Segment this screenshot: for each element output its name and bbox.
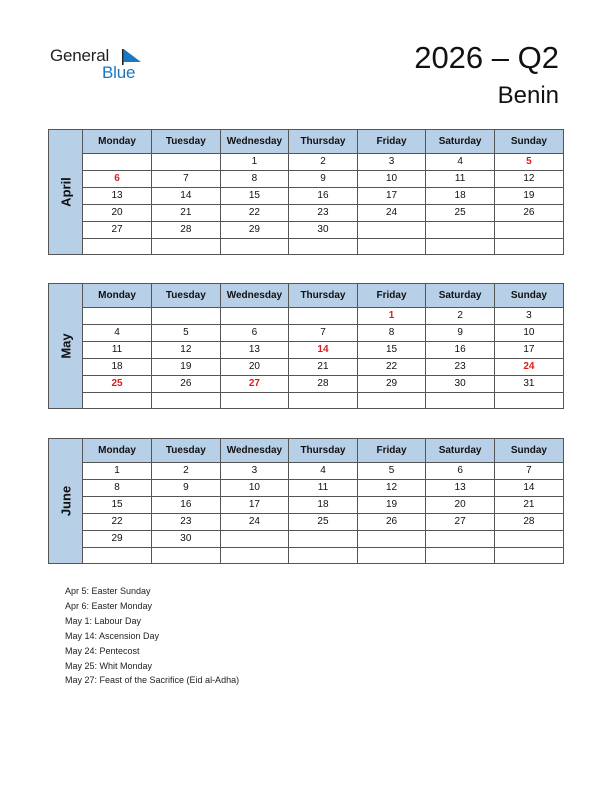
day-cell: 5	[494, 153, 563, 170]
month-grid	[83, 439, 563, 563]
week-row	[83, 358, 563, 375]
day-cell: 24	[220, 513, 289, 530]
month-name: May	[58, 333, 73, 359]
day-cell: 25	[426, 204, 495, 221]
day-cell: 5	[152, 324, 221, 341]
week-row	[83, 513, 563, 530]
week-row	[83, 238, 563, 255]
country-title: Benin	[497, 82, 559, 109]
day-cell: 12	[152, 341, 221, 358]
weekday-header: Sunday	[494, 439, 563, 462]
week-row	[83, 547, 563, 564]
day-cell: 9	[152, 479, 221, 496]
weekday-header: Monday	[83, 130, 152, 153]
day-cell: 15	[357, 341, 426, 358]
month-calendar-april	[48, 129, 564, 255]
day-cell: 10	[357, 170, 426, 187]
day-cell: 22	[220, 204, 289, 221]
holiday-note: May 24: Pentecost	[65, 645, 140, 656]
day-cell: 11	[426, 170, 495, 187]
day-cell: 31	[494, 375, 563, 392]
calendar-table	[83, 284, 563, 409]
empty-day-cell	[357, 221, 426, 238]
day-cell: 29	[357, 375, 426, 392]
weekday-header: Monday	[83, 284, 152, 307]
day-cell: 17	[357, 187, 426, 204]
day-cell: 11	[83, 341, 152, 358]
weekday-header: Wednesday	[220, 439, 289, 462]
day-cell: 1	[114, 465, 120, 476]
day-cell: 9	[289, 170, 358, 187]
day-cell: 14	[494, 479, 563, 496]
day-cell: 8	[83, 479, 152, 496]
day-cell: 18	[289, 496, 358, 513]
day-cell: 4	[426, 153, 495, 170]
empty-day-cell	[357, 530, 426, 547]
week-row	[83, 204, 563, 221]
weekday-header: Tuesday	[152, 130, 221, 153]
day-cell: 3	[357, 153, 426, 170]
empty-day-cell	[289, 392, 358, 409]
week-row	[83, 324, 563, 341]
day-cell: 10	[494, 324, 563, 341]
empty-day-cell	[152, 153, 221, 170]
empty-day-cell	[220, 547, 289, 564]
week-row	[83, 462, 563, 479]
day-cell: 26	[357, 513, 426, 530]
week-row	[83, 530, 563, 547]
day-cell: 18	[426, 187, 495, 204]
empty-day-cell	[83, 153, 152, 170]
day-cell: 29	[220, 221, 289, 238]
day-cell: 7	[494, 462, 563, 479]
day-cell: 25	[289, 513, 358, 530]
month-calendar-june	[48, 438, 564, 564]
day-cell: 8	[357, 324, 426, 341]
month-label-panel	[49, 439, 83, 563]
day-cell: 21	[152, 204, 221, 221]
holiday-note: May 25: Whit Monday	[65, 660, 153, 671]
calendar-table	[83, 439, 563, 564]
day-cell: 21	[289, 358, 358, 375]
weekday-header: Friday	[357, 439, 426, 462]
empty-day-cell	[289, 530, 358, 547]
weekday-header: Tuesday	[152, 439, 221, 462]
empty-day-cell	[426, 530, 495, 547]
day-cell: 19	[152, 358, 221, 375]
week-row	[83, 221, 563, 238]
calendar-table	[83, 130, 563, 255]
week-row	[83, 341, 563, 358]
day-cell: 12	[357, 479, 426, 496]
day-cell: 30	[152, 530, 221, 547]
weekday-header-row	[83, 439, 563, 462]
empty-day-cell	[220, 238, 289, 255]
day-cell: 21	[494, 496, 563, 513]
day-cell: 23	[289, 204, 358, 221]
logo-word-blue: Blue	[102, 63, 136, 82]
day-cell: 7	[152, 170, 221, 187]
weekday-header: Saturday	[426, 439, 495, 462]
weekday-header-row	[83, 130, 563, 153]
logo-word-general: General	[50, 46, 110, 65]
day-cell: 5	[357, 462, 426, 479]
empty-day-cell	[152, 307, 221, 324]
page-title: 2026 – Q2	[414, 40, 559, 75]
empty-day-cell	[83, 547, 152, 564]
weekday-header: Monday	[83, 439, 152, 462]
day-cell: 6	[220, 324, 289, 341]
day-cell: 14	[289, 341, 358, 358]
month-grid	[83, 284, 563, 408]
day-cell: 14	[152, 187, 221, 204]
empty-day-cell	[426, 221, 495, 238]
empty-day-cell	[426, 547, 495, 564]
day-cell: 8	[220, 170, 289, 187]
month-label-panel	[49, 284, 83, 408]
empty-day-cell	[83, 307, 152, 324]
day-cell: 20	[426, 496, 495, 513]
day-cell: 16	[289, 187, 358, 204]
weekday-header: Wednesday	[220, 130, 289, 153]
empty-day-cell	[152, 238, 221, 255]
day-cell: 17	[220, 496, 289, 513]
month-calendar-may	[48, 283, 564, 409]
empty-day-cell	[152, 392, 221, 409]
holiday-note: May 27: Feast of the Sacrifice (Eid al-Adha)	[65, 675, 240, 686]
day-cell: 29	[83, 530, 152, 547]
empty-day-cell	[494, 221, 563, 238]
day-cell: 10	[220, 479, 289, 496]
day-cell: 22	[357, 358, 426, 375]
day-cell: 19	[494, 187, 563, 204]
day-cell: 23	[426, 358, 495, 375]
day-cell: 12	[494, 170, 563, 187]
day-cell: 17	[494, 341, 563, 358]
day-cell: 18	[83, 358, 152, 375]
day-cell: 20	[220, 358, 289, 375]
day-cell: 13	[83, 187, 152, 204]
week-row	[83, 392, 563, 409]
day-cell: 1	[357, 307, 426, 324]
week-row	[83, 153, 563, 170]
empty-day-cell	[220, 392, 289, 409]
weekday-header: Thursday	[289, 439, 358, 462]
weekday-header: Friday	[357, 284, 426, 307]
day-cell: 28	[152, 221, 221, 238]
weekday-header: Tuesday	[152, 284, 221, 307]
day-cell: 28	[494, 513, 563, 530]
weekday-header: Sunday	[494, 130, 563, 153]
empty-day-cell	[289, 238, 358, 255]
day-cell: 16	[152, 496, 221, 513]
weekday-header-row	[83, 284, 563, 307]
day-cell: 27	[220, 375, 289, 392]
empty-day-cell	[152, 547, 221, 564]
weekday-header: Thursday	[289, 284, 358, 307]
empty-day-cell	[426, 392, 495, 409]
weekday-header: Sunday	[494, 284, 563, 307]
empty-day-cell	[220, 307, 289, 324]
week-row	[83, 307, 563, 324]
day-cell: 3	[494, 307, 563, 324]
day-cell: 30	[289, 221, 358, 238]
week-row	[83, 375, 563, 392]
day-cell: 26	[494, 204, 563, 221]
empty-day-cell	[494, 547, 563, 564]
weekday-header: Friday	[357, 130, 426, 153]
holiday-note: May 14: Ascension Day	[65, 630, 160, 641]
day-cell: 24	[357, 204, 426, 221]
holiday-note: Apr 6: Easter Monday	[65, 600, 153, 611]
month-grid	[83, 130, 563, 254]
empty-day-cell	[494, 530, 563, 547]
day-cell: 7	[289, 324, 358, 341]
week-row	[83, 496, 563, 513]
empty-day-cell	[426, 238, 495, 255]
day-cell: 19	[357, 496, 426, 513]
day-cell: 30	[426, 375, 495, 392]
empty-day-cell	[289, 547, 358, 564]
holiday-note: May 1: Labour Day	[65, 615, 142, 626]
weekday-header: Thursday	[289, 130, 358, 153]
day-cell: 13	[426, 479, 495, 496]
day-cell: 28	[289, 375, 358, 392]
month-name: April	[58, 177, 73, 207]
empty-day-cell	[494, 238, 563, 255]
day-cell: 6	[83, 170, 152, 187]
holiday-notes	[65, 584, 239, 688]
empty-day-cell	[357, 238, 426, 255]
day-cell: 13	[220, 341, 289, 358]
empty-day-cell	[83, 238, 152, 255]
weekday-header: Saturday	[426, 284, 495, 307]
empty-day-cell	[494, 392, 563, 409]
empty-day-cell	[357, 547, 426, 564]
empty-day-cell	[220, 530, 289, 547]
day-cell: 11	[289, 479, 358, 496]
day-cell: 24	[494, 358, 563, 375]
empty-day-cell	[83, 392, 152, 409]
holiday-note: Apr 5: Easter Sunday	[65, 586, 151, 596]
day-cell: 15	[83, 496, 152, 513]
day-cell: 6	[426, 462, 495, 479]
weekday-header: Saturday	[426, 130, 495, 153]
day-cell: 3	[220, 462, 289, 479]
weekday-header: Wednesday	[220, 284, 289, 307]
month-label-panel	[49, 130, 83, 254]
day-cell: 20	[83, 204, 152, 221]
day-cell: 22	[83, 513, 152, 530]
day-cell: 27	[83, 221, 152, 238]
day-cell: 2	[426, 307, 495, 324]
day-cell: 25	[83, 375, 152, 392]
day-cell: 16	[426, 341, 495, 358]
week-row	[83, 479, 563, 496]
day-cell: 4	[83, 324, 152, 341]
month-name: June	[58, 485, 73, 517]
day-cell: 4	[289, 462, 358, 479]
empty-day-cell	[289, 307, 358, 324]
week-row	[83, 170, 563, 187]
day-cell: 15	[220, 187, 289, 204]
day-cell: 9	[426, 324, 495, 341]
day-cell: 2	[152, 462, 221, 479]
week-row	[83, 187, 563, 204]
day-cell: 1	[220, 153, 289, 170]
day-cell: 2	[289, 153, 358, 170]
day-cell: 23	[152, 513, 221, 530]
day-cell: 27	[426, 513, 495, 530]
brand-logo	[50, 46, 150, 86]
empty-day-cell	[357, 392, 426, 409]
day-cell: 26	[152, 375, 221, 392]
